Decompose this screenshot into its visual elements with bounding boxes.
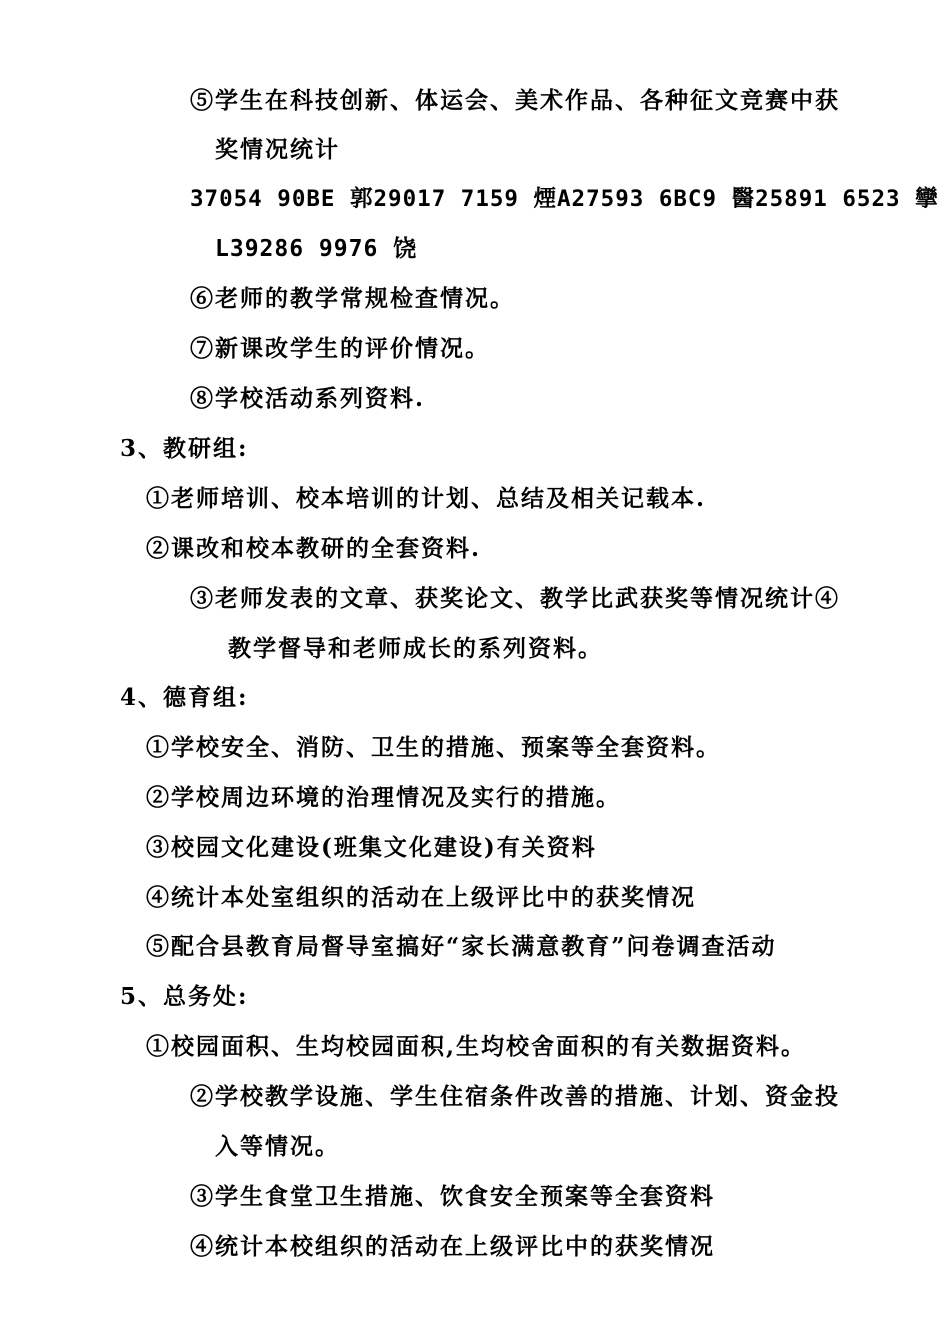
text-line: ⑦新课改学生的评价情况。	[190, 335, 490, 362]
text-line: ③学生食堂卫生措施、饮食安全预案等全套资料	[190, 1183, 715, 1210]
text-line: ⑥老师的教学常规检查情况。	[190, 285, 515, 312]
text-line: ④统计本处室组织的活动在上级评比中的获奖情况	[146, 884, 696, 911]
text-line: ①老师培训、校本培训的计划、总结及相关记载本.	[146, 485, 707, 512]
section-heading: 3、教研组:	[120, 435, 249, 462]
section-heading: 5、总务处:	[120, 983, 249, 1010]
text-line: 入等情况。	[215, 1133, 340, 1160]
text-line: ②学校教学设施、学生住宿条件改善的措施、计划、资金投	[190, 1083, 840, 1110]
section-heading: 4、德育组:	[120, 684, 249, 711]
text-line: ②课改和校本教研的全套资料.	[146, 535, 482, 562]
text-line: ①校园面积、生均校园面积,生均校舍面积的有关数据资料。	[146, 1033, 807, 1060]
text-line: ⑤配合县教育局督导室搞好“家长满意教育”问卷调查活动	[146, 933, 777, 960]
text-line: ②学校周边环境的治理情况及实行的措施。	[146, 784, 621, 811]
text-line: ③校园文化建设(班集文化建设)有关资料	[146, 834, 597, 861]
text-line: 教学督导和老师成长的系列资料。	[228, 635, 603, 662]
text-line: 奖情况统计	[215, 136, 340, 163]
text-line: ①学校安全、消防、卫生的措施、预案等全套资料。	[146, 734, 721, 761]
text-line: ④统计本校组织的活动在上级评比中的获奖情况	[190, 1233, 715, 1260]
text-line: 37054 90BE 郭29017 7159 煙A27593 6BC9 醫25891 6523 攣	[190, 186, 939, 212]
text-line: ③老师发表的文章、获奖论文、教学比武获奖等情况统计④	[190, 585, 840, 612]
text-line: ⑤学生在科技创新、体运会、美术作品、各种征文竞赛中获	[190, 87, 840, 114]
text-line: ⑧学校活动系列资料.	[190, 385, 426, 412]
text-line: L39286 9976 饶	[215, 236, 418, 262]
